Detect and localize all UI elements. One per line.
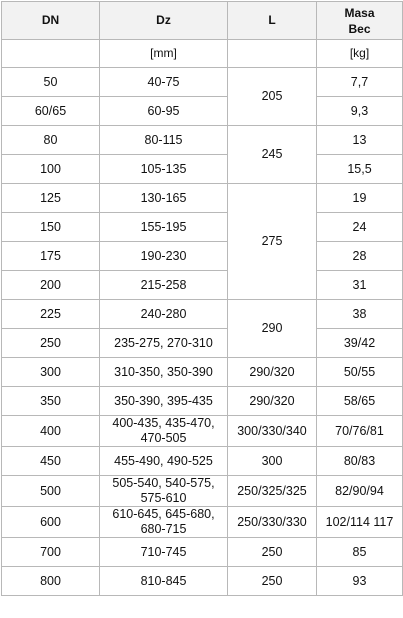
cell-masa: 15,5 [317,155,403,184]
table-row [2,538,403,567]
table-row [2,416,403,447]
cell-l: 290/320 [228,358,317,387]
table-row [2,387,403,416]
cell-dz: 350-390, 395-435 [100,387,228,416]
table-row [2,213,403,242]
units-dn-empty [2,40,100,68]
cell-l: 250 [228,538,317,567]
table-row [2,126,403,155]
cell-l: 250 [228,567,317,596]
cell-masa: 70/76/81 [317,416,403,447]
cell-dn: 125 [2,184,100,213]
cell-l: 275 [228,184,317,300]
cell-dn: 60/65 [2,97,100,126]
cell-dz: 710-745 [100,538,228,567]
table-row [2,329,403,358]
cell-masa: 9,3 [317,97,403,126]
cell-masa: 39/42 [317,329,403,358]
cell-l: 250/325/325 [228,476,317,507]
table-row [2,271,403,300]
cell-dn: 400 [2,416,100,447]
cell-dn: 300 [2,358,100,387]
cell-dn: 80 [2,126,100,155]
table-row [2,68,403,97]
cell-dn: 250 [2,329,100,358]
table-row [2,97,403,126]
cell-masa: 19 [317,184,403,213]
cell-dz: 810-845 [100,567,228,596]
cell-l: 290/320 [228,387,317,416]
header-masa-line2: Bec [348,21,371,36]
header-dn: DN [2,2,100,40]
specification-table [1,1,403,596]
cell-dz: 455-490, 490-525 [100,447,228,476]
cell-l: 245 [228,126,317,184]
cell-dz: 505-540, 540-575, 575-610 [100,476,228,507]
cell-dz: 610-645, 645-680, 680-715 [100,507,228,538]
cell-dz: 40-75 [100,68,228,97]
table-row [2,242,403,271]
cell-dz: 235-275, 270-310 [100,329,228,358]
cell-masa: 58/65 [317,387,403,416]
cell-dz: 190-230 [100,242,228,271]
units-l-empty [228,40,317,68]
cell-dn: 450 [2,447,100,476]
cell-dn: 175 [2,242,100,271]
table-row [2,567,403,596]
cell-masa: 50/55 [317,358,403,387]
cell-dn: 200 [2,271,100,300]
cell-dz: 215-258 [100,271,228,300]
header-l: L [228,2,317,40]
cell-dz: 60-95 [100,97,228,126]
cell-l: 250/330/330 [228,507,317,538]
table-row [2,507,403,538]
cell-masa: 102/114 117 [317,507,403,538]
table-row [2,155,403,184]
table-row [2,184,403,213]
cell-masa: 93 [317,567,403,596]
cell-dn: 350 [2,387,100,416]
cell-dn: 500 [2,476,100,507]
table-row [2,447,403,476]
cell-dz: 240-280 [100,300,228,329]
header-masa [317,2,403,40]
table-row [2,358,403,387]
cell-masa: 80/83 [317,447,403,476]
table-row [2,476,403,507]
cell-l: 300/330/340 [228,416,317,447]
cell-dn: 50 [2,68,100,97]
cell-masa: 28 [317,242,403,271]
cell-masa: 82/90/94 [317,476,403,507]
cell-dn: 225 [2,300,100,329]
cell-masa: 24 [317,213,403,242]
cell-dn: 800 [2,567,100,596]
units-row [2,40,403,68]
cell-masa: 13 [317,126,403,155]
cell-dn: 150 [2,213,100,242]
cell-masa: 38 [317,300,403,329]
cell-l: 205 [228,68,317,126]
header-dz: Dz [100,2,228,40]
cell-dn: 600 [2,507,100,538]
cell-dz: 310-350, 350-390 [100,358,228,387]
cell-dz: 400-435, 435-470, 470-505 [100,416,228,447]
cell-dn: 100 [2,155,100,184]
cell-masa: 31 [317,271,403,300]
cell-l: 290 [228,300,317,358]
cell-dz: 130-165 [100,184,228,213]
units-masa: [kg] [317,40,403,68]
header-masa-line1: Masa [344,5,375,20]
units-dz: [mm] [100,40,228,68]
cell-masa: 85 [317,538,403,567]
cell-masa: 7,7 [317,68,403,97]
table-row [2,300,403,329]
cell-dz: 80-115 [100,126,228,155]
cell-l: 300 [228,447,317,476]
header-row [2,2,403,40]
cell-dz: 155-195 [100,213,228,242]
cell-dz: 105-135 [100,155,228,184]
cell-dn: 700 [2,538,100,567]
